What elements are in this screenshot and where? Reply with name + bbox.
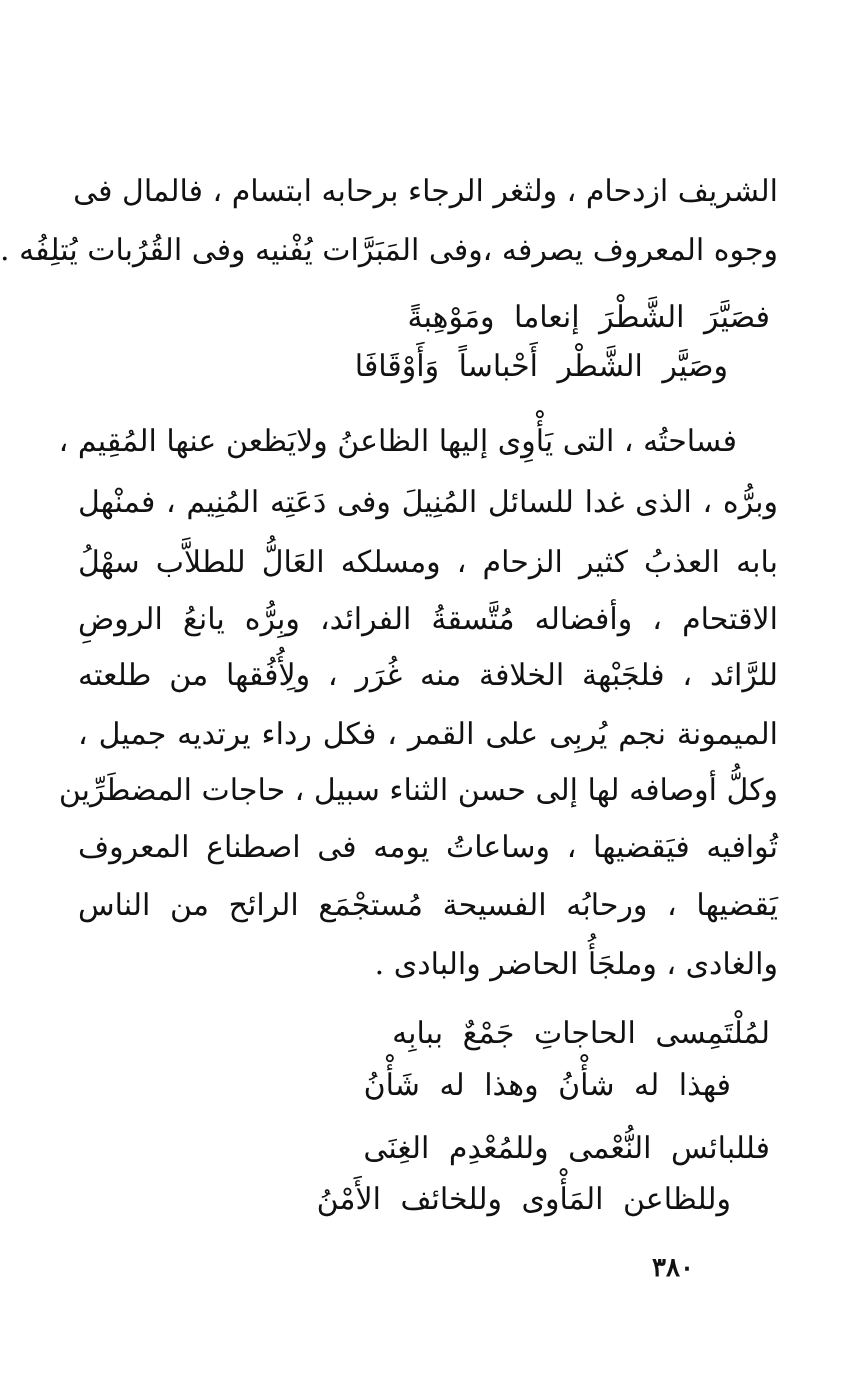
verse-line: وصَيَّر الشَّطْر أَحْباساً وَأَوْقَافَا [354, 349, 728, 384]
paragraph-line: وجوه المعروف يصرفه ،وفى المَبَرَّات يُفْنيه وفى القُرُبات يُتلِفُه . [0, 233, 778, 268]
paragraph-line: تُوافيه فيَقضيها ، وساعاتُ يومه فى اصطناع المعروف [78, 830, 778, 865]
paragraph-line: فساحتُه ، التى يَأْوِى إليها الظاعنُ ولايَظعن عنها المُقِيم ، [58, 424, 737, 459]
verse-line: وللظاعن المَأْوى وللخائف الأَمْنُ [316, 1182, 731, 1217]
paragraph-line: للرَّائد ، فلجَبْهة الخلافة منه غُرَر ، ولِأُفُقها من طلعته [78, 658, 778, 693]
page-number: ٣٨٠ [652, 1253, 694, 1283]
paragraph-line: الميمونة نجم يُربِى على القمر ، فكل رداء يرتديه جميل ، [78, 717, 778, 752]
paragraph-line: بابه العذبُ كثير الزحام ، ومسلكه العَالُّ للطلاَّب سهْلُ [78, 545, 778, 580]
paragraph-line: الشريف ازدحام ، ولثغر الرجاء برحابه ابتسام ، فالمال فى [73, 174, 778, 209]
paragraph-line: وبرُّه ، الذى غدا للسائل المُنِيلَ وفى دَعَتِه المُنِيم ، فمنْهل [78, 485, 778, 520]
verse-line: فللبائس النُّعْمى وللمُعْدِم الغِنَى [363, 1131, 770, 1166]
paragraph-line: الاقتحام ، وأفضاله مُتَّسقةُ الفرائد، وبِرُّه يانعُ الروضِ [78, 602, 778, 637]
paragraph-line: والغادى ، وملجَأُ الحاضر والبادى . [374, 947, 778, 982]
verse-line: فهذا له شأْنُ وهذا له شَأْنُ [363, 1068, 731, 1103]
paragraph-line: وكلُّ أوصافه لها إلى حسن الثناء سبيل ، حاجات المضطَرِّين [58, 773, 778, 808]
paragraph-line: يَقضيها ، ورحابُه الفسيحة مُستجْمَع الرائح من الناس [78, 888, 778, 923]
verse-line: لمُلْتَمِسى الحاجاتِ جَمْعٌ ببابِه [392, 1016, 770, 1051]
verse-line: فصَيَّرَ الشَّطْرَ إنعاما ومَوْهِبةً [407, 300, 770, 335]
